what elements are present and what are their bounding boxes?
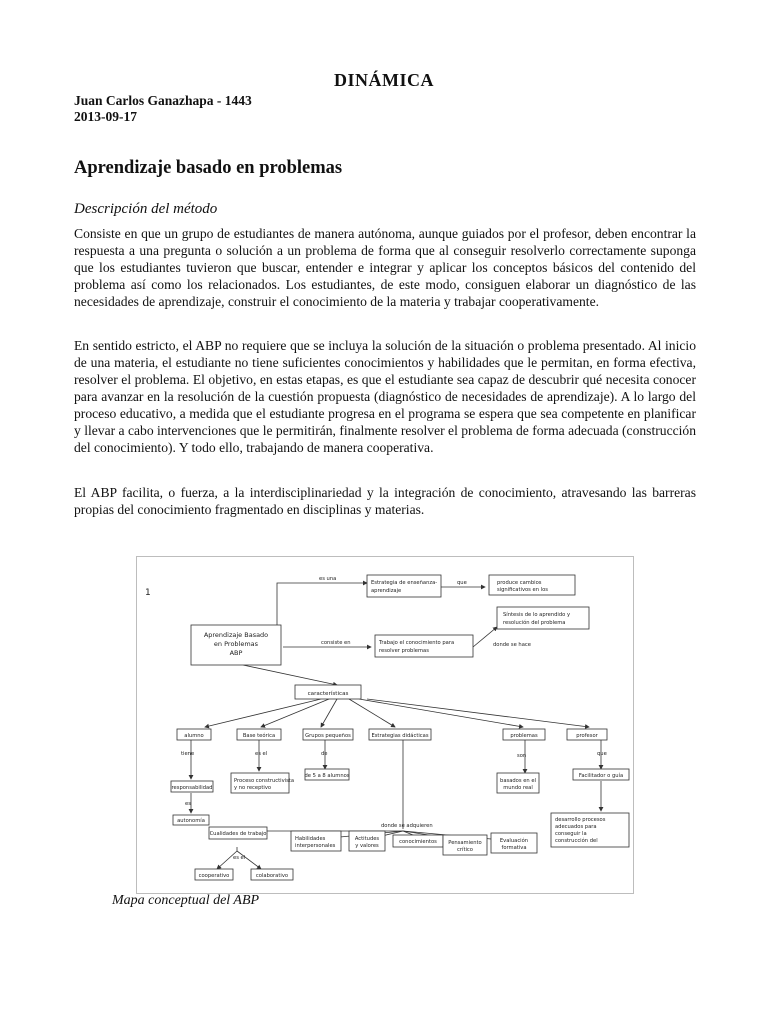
process-line-2: y no receptivo xyxy=(234,785,272,791)
knowledge-label: conocimientos xyxy=(399,839,437,845)
theory-label: Base teórica xyxy=(242,733,276,739)
link-can: es el xyxy=(255,751,268,757)
evaluation-line-1: Evaluación xyxy=(499,838,529,844)
process-line-1: Proceso constructivista xyxy=(234,778,295,784)
strategies-label: Estrategias didácticas xyxy=(371,733,429,739)
concept-map-figure xyxy=(136,556,634,894)
link-with-2: es el xyxy=(233,855,246,861)
author-block xyxy=(74,93,252,125)
problems-label: problemas xyxy=(510,733,538,739)
link-is-2: es xyxy=(185,801,191,807)
critical-line-1: Pensamiento xyxy=(448,840,482,846)
synthesis-line-1: Síntesis de lo aprendido y xyxy=(503,612,571,618)
author-name: Juan Carlos Ganazhapa - 1443 xyxy=(74,93,252,108)
link-has: tiene xyxy=(181,751,195,757)
link-who: que xyxy=(597,751,607,757)
student-label: alumno xyxy=(184,733,204,739)
collaborative-label: colaborativo xyxy=(255,873,289,879)
link-are: son xyxy=(517,753,527,759)
link-where: donde se adquieren xyxy=(381,823,433,829)
real-world-line-2: mundo real xyxy=(503,785,533,791)
link-consists: consiste en xyxy=(321,640,351,646)
section-subheading: Descripción del método xyxy=(74,201,218,217)
section-heading: Aprendizaje basado en problemas xyxy=(74,158,343,178)
qualities-label: Cualidades de trabajo xyxy=(209,831,267,837)
link-that-1: que xyxy=(457,580,467,586)
critical-line-2: crítico xyxy=(457,847,473,853)
figure-caption: Mapa conceptual del ABP xyxy=(112,893,260,908)
root-line-3: ABP xyxy=(229,649,243,657)
attitudes-line-1: Actitudes xyxy=(354,836,380,842)
link-is: es una xyxy=(319,576,337,582)
group-size-label: de 5 a 8 alumnos xyxy=(304,773,350,779)
skills-line-2: interpersonales xyxy=(295,843,336,849)
diagram-number: 1 xyxy=(145,588,151,598)
develop-line-4: construcción del xyxy=(555,838,598,844)
changes-line-1: produce cambios xyxy=(497,580,542,586)
root-line-1: Aprendizaje Basado xyxy=(203,631,269,639)
attitudes-line-2: y valores xyxy=(355,843,379,849)
document-title: DINÁMICA xyxy=(334,70,434,90)
synthesis-line-2: resolución del problema xyxy=(503,620,566,626)
groups-label: Grupos pequeños xyxy=(305,733,351,739)
develop-line-2: adecuados para xyxy=(555,824,597,830)
paragraph-1: Consiste en que un grupo de estudiantes de manera autónoma, aunque guiados por el profesor, deben encontrar la respuesta a una pregunta o solución a un problema de forma que al conseguir resolverlo correctamente suponga que los estudiantes tuvieron que buscar, entender e integrar y aplicar los conceptos básicos del contenido del problema así como los relacionados. Los estudiantes, de este modo, consiguen elaborar un diagnóstico de las necesidades de aprendizaje, construir el conocimiento de la materia y trabajar cooperativamente. xyxy=(74,226,696,309)
real-world-line-1: basados en el xyxy=(500,778,536,784)
document-date: 2013-09-17 xyxy=(74,109,137,124)
changes-line-2: significativos en los xyxy=(497,587,548,593)
strategy-line-1: Estrategia de enseñanza- xyxy=(371,580,438,586)
skills-line-1: Habilidades xyxy=(295,836,326,842)
autonomy-label: autonomía xyxy=(177,818,205,824)
develop-line-3: conseguir la xyxy=(555,831,587,837)
paragraph-2: En sentido estricto, el ABP no requiere que se incluya la solución de la situación o problema presentado. Al inicio de una materia, el estudiante no tiene suficientes conocimientos y habilidades que le permitan, en forma efectiva, resolver el problema. El objetivo, en estas etapas, es que el estudiante sea capaz de descubrir qué necesita conocer para avanzar en la resolución de la cuestión propuesta (diagnóstico de necesidades de aprendizaje). A lo largo del proceso educativo, a medida que el estudiante progresa en el programa se espera que sea competente en planificar y llevar a cabo intervenciones que le permitirán, finalmente resolver el problema de forma adecuada (construcción del conocimiento). Y todo ello, trabajando de manera cooperativa. xyxy=(74,338,697,455)
link-then: donde se hace xyxy=(493,642,531,648)
cooperative-label: cooperativo xyxy=(198,873,230,879)
evaluation-line-2: formativa xyxy=(501,845,527,851)
work-line-2: resolver problemas xyxy=(379,648,429,654)
link-with: de xyxy=(321,751,328,757)
develop-line-1: desarrollo procesos xyxy=(555,817,606,823)
paragraph-3: El ABP facilita, o fuerza, a la interdisciplinariedad y la integración de conocimiento, atravesando las barreras propias del conocimiento fragmentado en disciplinas y materias. xyxy=(74,485,696,517)
root-line-2: en Problemas xyxy=(213,640,259,648)
work-line-1: Trabajo el conocimiento para xyxy=(379,640,455,646)
characteristics-label: características xyxy=(307,691,349,697)
facilitator-label: Facilitador o guía xyxy=(578,773,624,779)
concept-map-diagram xyxy=(137,557,633,893)
teacher-label: profesor xyxy=(576,733,598,739)
strategy-line-2: aprendizaje xyxy=(371,588,402,594)
responsibility-label: responsabilidad xyxy=(171,785,213,791)
